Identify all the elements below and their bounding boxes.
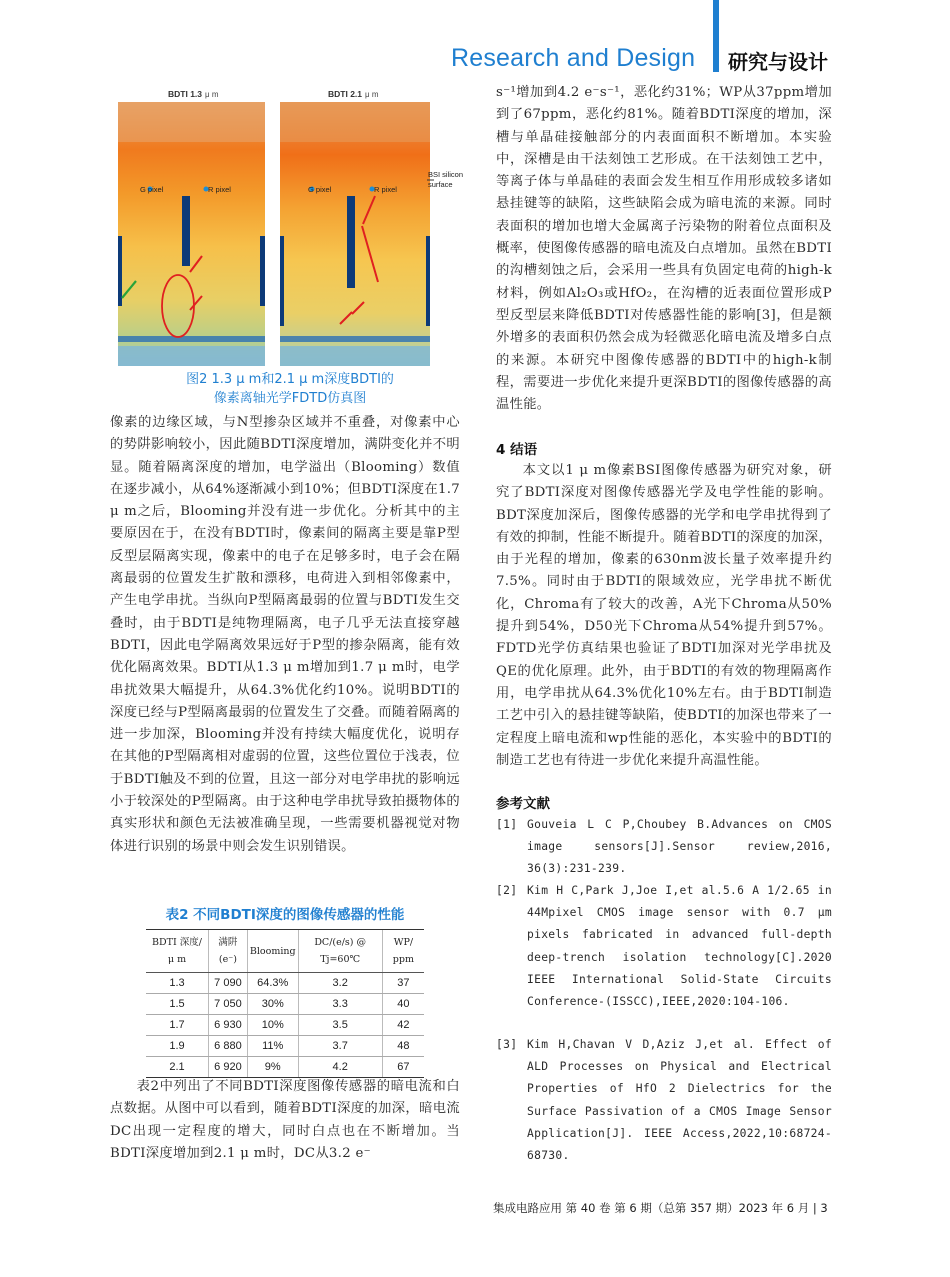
cell: 1.7 — [146, 1015, 208, 1036]
label-r-pixel-left: R pixel — [208, 185, 231, 194]
header-dc: DC/(e/s) @ Tj=60℃ — [298, 930, 382, 973]
right-column-paragraph-2: 本文以1 μ m像素BSI图像传感器为研究对象，研究了BDTI深度对图像传感器光学及电学性能的影响。BDT深度加深后，图像传感器的光学和电学串扰得到了有效的抑制，性能不断提升。随着BDTI的深度的加深，由于光程的增加，像素的630nm波长量子效率提升约7.5%。同时由于BDTI的限域效应，光学串扰不断优化，Chroma有了较大的改善，A光下Chroma从50%提升到54%，D50光下Chroma从54%提升到57%。FDTD光学仿真结果也验证了BDTI加深对光学串扰及QE的优化原理。此外，由于BDTI的有效的物理隔离作用，电学串扰从64.3%优化10%左右。由于BDTI制造工艺中引入的悬挂键等缺陷，使BDTI的加深也带来了一定程度上暗电流和wp性能的恶化，本实验中的BDTI的制造工艺也有待进一步优化来提升高温性能。 — [496, 463, 832, 768]
cell: 3.7 — [298, 1036, 382, 1057]
label-r-pixel-right: R pixel — [374, 185, 397, 194]
page-footer: 集成电路应用 第 40 卷 第 6 期（总第 357 期）2023 年 6 月 | 3 — [493, 1201, 828, 1215]
cell: 10% — [247, 1015, 298, 1036]
table-row — [146, 994, 424, 1015]
panel-right-title: BDTI 2.1 — [328, 89, 363, 99]
table-row — [146, 973, 424, 994]
references-heading: 参考文献 — [496, 796, 550, 812]
panel-bdti-1-3 — [118, 102, 265, 366]
panel-left-unit: μ m — [205, 90, 219, 99]
fdtd-simulation-figure — [110, 84, 470, 366]
header-accent-bar — [713, 0, 719, 72]
journal-section-title-en: Research and Design — [451, 44, 696, 72]
cell: 37 — [382, 973, 424, 994]
figure-caption-line2: 像素离轴光学FDTD仿真图 — [213, 391, 367, 406]
panel-right-unit: μ m — [365, 90, 379, 99]
cell: 30% — [247, 994, 298, 1015]
table-caption: 表2 不同BDTI深度的图像传感器的性能 — [165, 907, 405, 923]
panel-left-title: BDTI 1.3 — [168, 89, 203, 99]
cell: 1.5 — [146, 994, 208, 1015]
reference-item: [2] Kim H C,Park J,Joe I,et al.5.6 A 1/2.65 in 44Mpixel CMOS image sensor with 0.7 μm pixels fabricated in advanced full-depth deep-trench isolation technology[C].2020 IEEE International Solid-State Circuits Conference-(ISSCC),IEEE,2020:104-106. — [496, 884, 832, 1009]
cell: 1.9 — [146, 1036, 208, 1057]
table-row — [146, 1057, 424, 1078]
cell: 6 930 — [208, 1015, 247, 1036]
header-blooming: Blooming — [247, 930, 298, 973]
cell: 67 — [382, 1057, 424, 1078]
cell: 9% — [247, 1057, 298, 1078]
reference-item: [3] Kim H,Chavan V D,Aziz J,et al. Effect of ALD Processes on Physical and Electrical Properties of HfO 2 Dielectrics for the Surface Passivation of a CMOS Image Sensor Application[J]. IEEE Access,2022,10:68724-68730. — [496, 1038, 832, 1163]
table-header-row — [146, 930, 424, 973]
cell: 7 090 — [208, 973, 247, 994]
reference-item: [1] Gouveia L C P,Choubey B.Advances on CMOS image sensors[J].Sensor review,2016, 36(3):231-239. — [496, 818, 832, 876]
cell: 3.3 — [298, 994, 382, 1015]
table-row — [146, 1036, 424, 1057]
journal-section-title-cn: 研究与设计 — [728, 50, 828, 74]
cell: 7 050 — [208, 994, 247, 1015]
performance-table — [146, 929, 424, 1078]
cell: 6 920 — [208, 1057, 247, 1078]
header-wp: WP/ ppm — [382, 930, 424, 973]
cell: 42 — [382, 1015, 424, 1036]
cell: 3.2 — [298, 973, 382, 994]
label-bsi-surface: BSI silicon surface — [428, 170, 464, 189]
left-column-paragraph-2: 表2中列出了不同BDTI深度图像传感器的暗电流和白点数据。从图中可以看到，随着BDTI深度的加深，暗电流DC出现一定程度的增大，同时白点也在不断增加。当BDTI深度增加到2.1 μ m时，DC从3.2 e⁻ — [110, 1079, 460, 1161]
header-full-well: 满阱 (e⁻) — [208, 930, 247, 973]
cell: 1.3 — [146, 973, 208, 994]
header-depth: BDTI 深度/ μ m — [146, 930, 208, 973]
section-heading-conclusion: 4 结语 — [496, 442, 538, 458]
cell: 4.2 — [298, 1057, 382, 1078]
figure-caption — [110, 370, 470, 408]
panel-bdti-2-1 — [280, 102, 434, 366]
cell: 3.5 — [298, 1015, 382, 1036]
cell: 2.1 — [146, 1057, 208, 1078]
figure-caption-line1: 图2 1.3 μ m和2.1 μ m深度BDTI的 — [186, 372, 394, 387]
cell: 64.3% — [247, 973, 298, 994]
cell: 6 880 — [208, 1036, 247, 1057]
label-g-pixel-left: G pixel — [140, 185, 164, 194]
cell: 40 — [382, 994, 424, 1015]
cell: 48 — [382, 1036, 424, 1057]
label-g-pixel-right: G pixel — [308, 185, 332, 194]
right-column-paragraph-1: s⁻¹增加到4.2 e⁻s⁻¹，恶化约31%；WP从37ppm增加到了67ppm，恶化约81%。随着BDTI深度的增加，深槽与单晶硅接触部分的内表面面积不断增加。本实验中，深槽是由干法刻蚀工艺形成。在干法刻蚀工艺中，等离子体与单晶硅的表面会发生相互作用形成较多诸如悬挂键等的缺陷，这些缺陷会成为暗电流的来源。同时表面积的增加也增大金属离子污染物的附着位点面积及概率，使图像传感器的暗电流及白点增加。虽然在BDTI的沟槽刻蚀之后，会采用一些具有负固定电荷的high-k材料，例如Al₂O₃或HfO₂，在沟槽的近表面位置形成P型反型层来降低BDTI对传感器性能的影响[3]，但是额外增多的表面积仍然会成为轻微恶化暗电流及增多白点的来源。本研究中图像传感器的BDTI中的high-k制程，需要进一步优化来提升更深BDTI的图像传感器的高温性能。 — [496, 85, 832, 413]
left-column-paragraph-1: 像素的边缘区域，与N型掺杂区域并不重叠，对像素中心的势阱影响较小，因此随BDTI深度增加，满阱变化并不明显。随着隔离深度的增加，电学溢出（Blooming）数值在逐步减小，从64%逐渐减小到10%；但BDTI深度在1.7 μ m之后，Blooming并没有进一步优化。分析其中的主要原因在于，在没有BDTI时，像素间的隔离主要是靠P型反型层隔离实现，像素中的电子在足够多时，电子会在隔离最弱的位置发生扩散和漂移，电荷进入到相邻像素中，产生电学串扰。当纵向P型隔离最弱的位置与BDTI发生交叠时，由于BDTI是纯物理隔离，电子几乎无法直接穿越BDTI，因此电学隔离效果远好于P型的掺杂隔离，能有效优化隔离效果。BDTI从1.3 μ m增加到1.7 μ m时，电学串扰效果大幅提升，从64.3%优化约10%。说明BDTI的深度已经与P型隔离最弱的位置发生了交叠。而随着隔离的进一步加深，Blooming并没有持续大幅度优化，说明存在其他的P型隔离相对虚弱的位置，这些位置位于浅表，位于BDTI触及不到的位置，且这一部分对电学串扰的影响远小于较深处的P型隔离。由于这种电学串扰导致拍摄物体的真实形状和颜色无法被准确呈现，一些需要机器视觉对物体进行识别的场景中则会发生识别错误。 — [110, 415, 460, 854]
cell: 11% — [247, 1036, 298, 1057]
table-row — [146, 1015, 424, 1036]
